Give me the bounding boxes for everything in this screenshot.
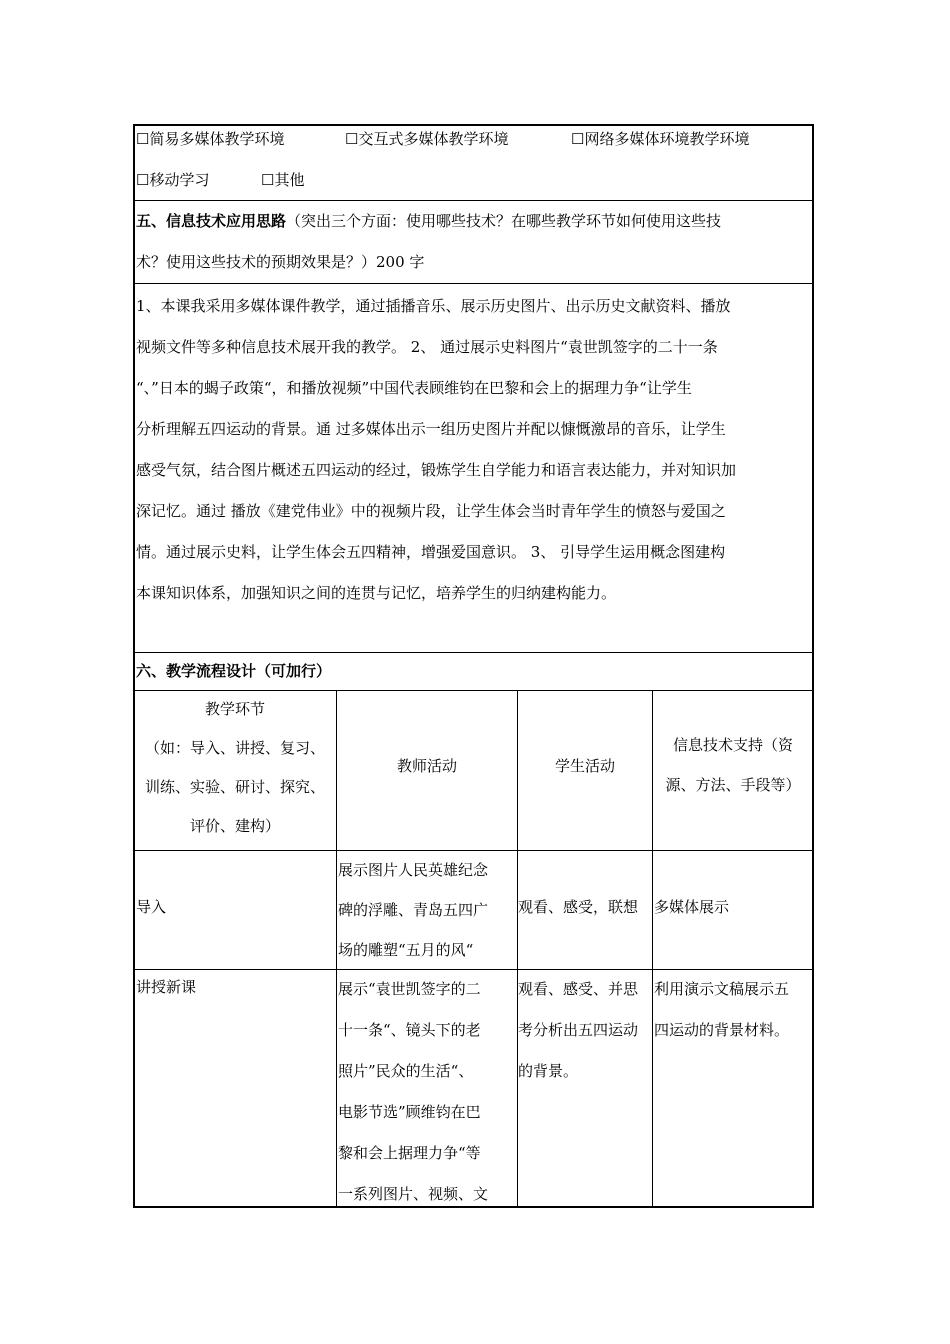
row1-teacher-line: 场的雕塑“五月的风“ [338,941,474,959]
header-stage [134,690,336,846]
body-line: 本课知识体系，加强知识之间的连贯与记忆，培养学生的归纳建构能力。 [136,584,617,602]
header-stage-line: （如：导入、讲授、复习、 [144,739,325,757]
body-line: 视频文件等多种信息技术展开我的教学。 2、 通过展示史料图片“袁世凯签字的二十一条 [136,338,718,356]
row2-teacher-line: 照片”民众的生活“、 [338,1062,474,1080]
row2-student-line: 观看、感受、并思 [518,980,639,998]
env-option-other[interactable]: ☐其他 [261,171,305,189]
body-line: 情。通过展示史料，让学生体会五四精神，增强爱国意识。 3、 引导学生运用概念图建构 [136,543,726,561]
row-divider [133,652,814,653]
row1-teacher-line: 展示图片人民英雄纪念 [338,861,489,879]
header-student-activity: 学生活动 [554,757,615,775]
env-option-mobile-learning[interactable]: ☐移动学习 [136,171,210,189]
section5-note-line2: 术？使用这些技术的预期效果是？）200 字 [136,253,425,271]
header-stage-line: 教学环节 [204,700,265,718]
row1-tech: 多媒体展示 [654,898,730,916]
section6-title: 六、教学流程设计（可加行） [136,662,332,680]
row2-student-line: 考分析出五四运动 [518,1021,639,1039]
env-option-network-multimedia[interactable]: ☐网络多媒体环境教学环境 [571,130,750,148]
header-tech-line: 信息技术支持（资 [672,736,793,754]
row2-teacher-line: 十一条“、镜头下的老 [338,1021,481,1039]
row2-tech-line: 四运动的背景材料。 [654,1021,790,1039]
row1-teacher [338,850,516,970]
row2-teacher-line: 展示“袁世凯签字的二 [338,980,481,998]
section6-heading [136,661,331,681]
section5-heading [136,211,721,231]
header-stage-line: 评价、建构） [189,817,280,835]
header-tech-line: 源、方法、手段等） [665,776,801,794]
body-line: 深记忆。通过 播放《建党伟业》中的视频片段，让学生体会当时青年学生的愤怒与爱国之 [136,502,726,520]
header-stage-line: 训练、实验、研讨、探究、 [144,778,325,796]
row1-student: 观看、感受，联想 [518,898,639,916]
row2-teacher [338,969,516,1215]
row1-stage: 导入 [136,898,167,916]
row1-teacher-line: 碑的浮雕、青岛五四广 [338,901,489,919]
env-option-interactive-multimedia[interactable]: ☐交互式多媒体教学环境 [345,130,509,148]
env-option-simple-multimedia[interactable]: ☐简易多媒体教学环境 [136,130,285,148]
row2-student [518,969,652,1092]
row-divider [133,200,814,201]
section5-body [136,286,812,614]
row2-stage: 讲授新课 [136,978,197,996]
row2-teacher-line: 黎和会上据理力争“等 [338,1144,481,1162]
header-tech-support [653,725,813,805]
section5-title: 五、信息技术应用思路 [136,212,287,230]
row2-teacher-line: 电影节选”顾维钧在巴 [338,1103,481,1121]
row-divider [133,283,814,284]
row2-teacher-line: 一系列图片、视频、文 [338,1185,489,1203]
section5-note-line1: （突出三个方面：使用哪些技术？在哪些教学环节如何使用这些技 [286,212,722,230]
row2-student-line: 的背景。 [518,1062,579,1080]
body-line: 感受气氛，结合图片概述五四运动的经过，锻炼学生自学能力和语言表达能力，并对知识加 [136,461,737,479]
row2-tech [654,969,813,1051]
body-line: 分析理解五四运动的背景。通 过多媒体出示一组历史图片并配以慷慨激昂的音乐，让学生 [136,420,726,438]
body-line: 1、本课我采用多媒体课件教学，通过插播音乐、展示历史图片、出示历史文献资料、播放 [136,297,731,315]
row2-tech-line: 利用演示文稿展示五 [654,980,790,998]
header-teacher-activity: 教师活动 [396,757,457,775]
body-line: “、”日本的蝎子政策“，和播放视频”中国代表顾维钧在巴黎和会上的据理力争“让学生 [136,379,692,397]
